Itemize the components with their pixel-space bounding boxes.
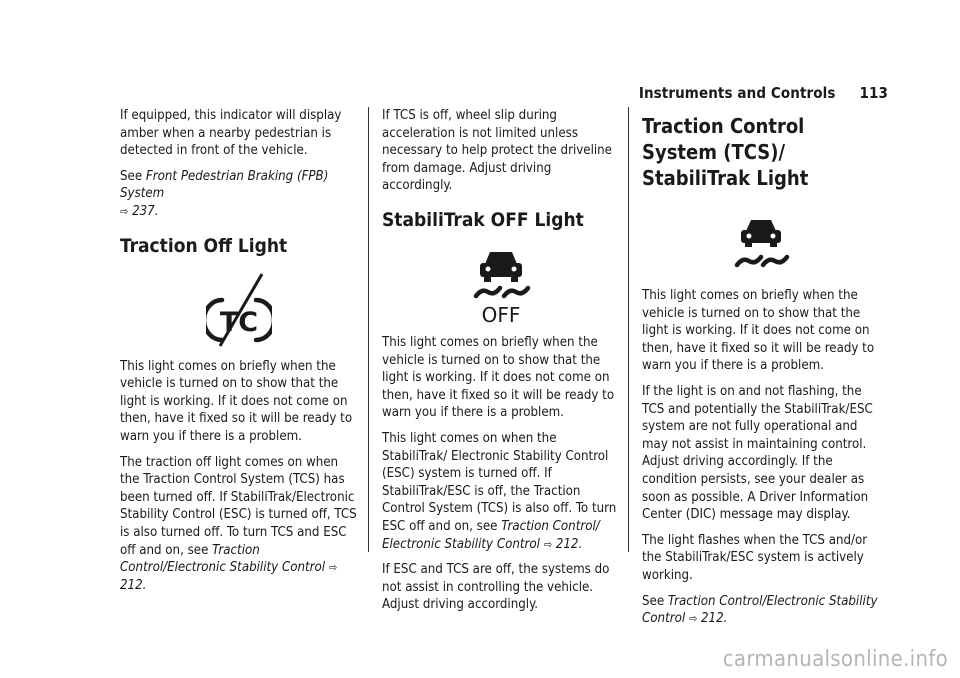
page-header (639, 84, 888, 102)
see-prefix: See (120, 168, 143, 184)
paragraph: This light comes on briefly when the vehicle is turned on to show that the light is working. If it does not come on then, have it fixed so it will be ready to warn you if there is a problem. (120, 358, 353, 444)
cross-reference-link[interactable]: Traction Control/Electronic Stability Control (642, 593, 878, 627)
column-1 (120, 107, 358, 602)
paragraph (120, 454, 358, 595)
page-reference[interactable]: 212. (120, 577, 147, 593)
see-reference (642, 593, 880, 628)
page-reference[interactable]: 212. (555, 536, 583, 552)
column-2 (382, 107, 620, 622)
column-divider (628, 107, 629, 552)
watermark: carmanualsonline.info (722, 647, 948, 672)
paragraph-text: The traction off light comes on when the Traction Control System (TCS) has been turned off. If StabiliTrak/Electronic Stability Control (ESC) is turned off, TCS is also turned off. To turn TCS and ESC off and on, see (120, 454, 357, 558)
paragraph-text: This light comes on when the StabiliTrak/ Electronic Stability Control (ESC) system is turned off. If StabiliTrak/ESC is off, the Traction Control System (TCS) is also off. To turn ESC off and on, see (382, 430, 617, 534)
paragraph: If ESC and TCS are off, the systems do not assist in controlling the vehicle. Adjust driving accordingly. (382, 562, 610, 613)
icon-label: TC (219, 306, 259, 338)
page-number: 113 (859, 84, 888, 102)
paragraph: If TCS is off, wheel slip during acceleration is not limited unless necessary to help protect the driveline from damage. Adjust driving accordingly. (382, 108, 612, 194)
section-heading: Traction Control System (TCS)/ StabiliTrak Light (642, 114, 809, 190)
stabilitrak-off-icon (382, 244, 620, 326)
section-title: Instruments and Controls (638, 84, 836, 102)
see-reference (120, 168, 358, 221)
section-heading: StabiliTrak OFF Light (382, 208, 584, 231)
paragraph: If the light is on and not flashing, the TCS and potentially the StabiliTrak/ESC system are not fully operational and may not assist in maintaining control. Adjust driving accordingly. If the condition persists, see your dealer as soon as possible. A Driver Information Center (DIC) message may display. (642, 383, 873, 523)
page-reference[interactable]: 237. (132, 203, 159, 219)
paragraph: This light comes on briefly when the vehicle is turned on to show that the light is working. If it does not come on then, have it fixed so it will be ready to warn you if there is a problem. (382, 334, 615, 421)
page-arrow-icon: ⇨ (328, 561, 338, 575)
page-reference[interactable]: 212. (701, 611, 728, 627)
cross-reference-link[interactable]: Traction Control/ Electronic Stability Control (382, 518, 600, 552)
cross-reference-link[interactable]: Front Pedestrian Braking (FPB) System (120, 168, 329, 202)
cross-reference-link[interactable]: Traction Control/Electronic Stability Control (120, 542, 326, 576)
page-arrow-icon: ⇨ (688, 612, 698, 626)
icon-label: OFF (481, 302, 521, 326)
page-arrow-icon: ⇨ (120, 204, 129, 218)
column-3 (642, 107, 880, 636)
paragraph: The light flashes when the TCS and/or the StabiliTrak/ESC system is actively working. (642, 532, 868, 583)
traction-off-tc-icon (120, 270, 358, 350)
paragraph: If equipped, this indicator will display amber when a nearby pedestrian is detected in front of the vehicle. (120, 108, 342, 159)
column-divider (368, 107, 369, 552)
section-heading: Traction Off Light (120, 234, 288, 257)
paragraph (382, 430, 620, 553)
paragraph: This light comes on briefly when the vehicle is turned on to show that the light is working. If it does not come on then, have it fixed so it will be ready to warn you if there is a problem. (642, 288, 875, 374)
skidding-car-icon (642, 217, 880, 269)
see-prefix: See (642, 593, 665, 609)
page-arrow-icon: ⇨ (543, 537, 553, 551)
